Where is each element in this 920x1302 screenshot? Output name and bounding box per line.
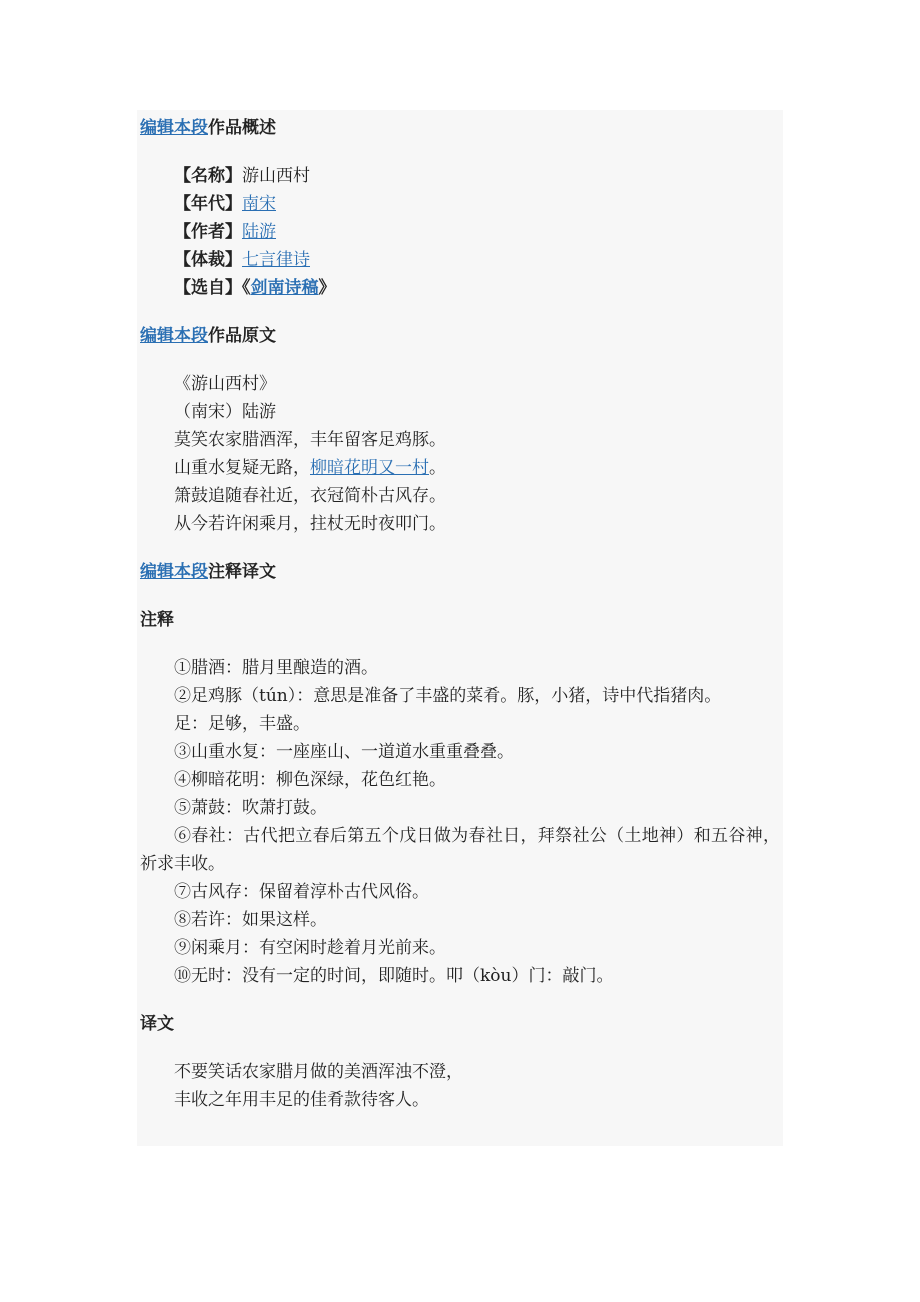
edit-section-link[interactable]: 编辑本段 (140, 326, 208, 346)
info-label: 【名称】 (174, 166, 242, 186)
note-item: ⑥春社：古代把立春后第五个戊日做为春社日，拜祭社公（土地神）和五谷神，祈求丰收。 (140, 826, 780, 874)
translation-subheading: 译文 (140, 1014, 174, 1034)
info-row-source (140, 274, 780, 302)
note-item: ⑤萧鼓：吹萧打鼓。 (174, 798, 327, 818)
section-title: 作品原文 (208, 326, 276, 346)
note-item: ③山重水复：一座座山、一道道水重重叠叠。 (174, 742, 514, 762)
section-heading-original (140, 324, 780, 348)
notes-list (140, 654, 780, 990)
info-row-author (140, 218, 780, 246)
poem-line: 从今若许闲乘月，拄杖无时夜叩门。 (174, 514, 446, 534)
translation-line: 丰收之年用丰足的佳肴款待客人。 (174, 1090, 429, 1110)
info-label: 【年代】 (174, 194, 242, 214)
note-item: ⑩无时：没有一定的时间，即随时。叩（kòu）门：敲门。 (174, 966, 614, 986)
translation-block (140, 1058, 780, 1114)
source-link[interactable]: 剑南诗稿 (250, 278, 319, 298)
note-item: ⑦古风存：保留着淳朴古代风俗。 (174, 882, 429, 902)
quote-open: 《 (242, 278, 251, 298)
author-link[interactable]: 陆游 (242, 222, 276, 242)
poem-line-start: 山重水复疑无路， (174, 458, 310, 478)
info-label: 【体裁】 (174, 250, 242, 270)
poem-line (140, 454, 780, 482)
poem-line: 箫鼓追随春社近，衣冠简朴古风存。 (174, 486, 446, 506)
edit-section-link[interactable]: 编辑本段 (140, 118, 208, 138)
notes-subheading: 注释 (140, 610, 174, 630)
section-heading-notes (140, 560, 780, 584)
info-label: 【选自】 (174, 278, 242, 298)
note-item: ②足鸡豚（tún）：意思是准备了丰盛的菜肴。豚，小猪，诗中代指猪肉。 (174, 686, 722, 706)
note-item: ④柳暗花明：柳色深绿，花色红艳。 (174, 770, 446, 790)
note-item: ⑧若许：如果这样。 (174, 910, 327, 930)
poem-block (140, 370, 780, 538)
poem-line: 莫笑农家腊酒浑，丰年留客足鸡豚。 (174, 430, 446, 450)
article-content (137, 110, 783, 1146)
info-row-genre (140, 246, 780, 274)
quote-close: 》 (318, 278, 336, 298)
note-item: ①腊酒：腊月里酿造的酒。 (174, 658, 378, 678)
idiom-link[interactable]: 柳暗花明又一村 (310, 458, 429, 478)
genre-link[interactable]: 七言律诗 (242, 250, 310, 270)
note-item: ⑨闲乘月：有空闲时趁着月光前来。 (174, 938, 446, 958)
info-row-name (140, 162, 780, 190)
section-title: 注释译文 (208, 562, 276, 582)
info-value: 游山西村 (242, 166, 310, 186)
poem-line-end: 。 (429, 458, 446, 478)
overview-block (140, 162, 780, 302)
poem-byline: （南宋）陆游 (174, 402, 276, 422)
poem-title: 《游山西村》 (174, 374, 276, 394)
info-label: 【作者】 (174, 222, 242, 242)
section-title: 作品概述 (208, 118, 276, 138)
era-link[interactable]: 南宋 (242, 194, 276, 214)
translation-line: 不要笑话农家腊月做的美酒浑浊不澄， (174, 1062, 463, 1082)
info-row-era (140, 190, 780, 218)
note-item: 足：足够，丰盛。 (174, 714, 310, 734)
section-heading-overview (140, 116, 780, 140)
edit-section-link[interactable]: 编辑本段 (140, 562, 208, 582)
